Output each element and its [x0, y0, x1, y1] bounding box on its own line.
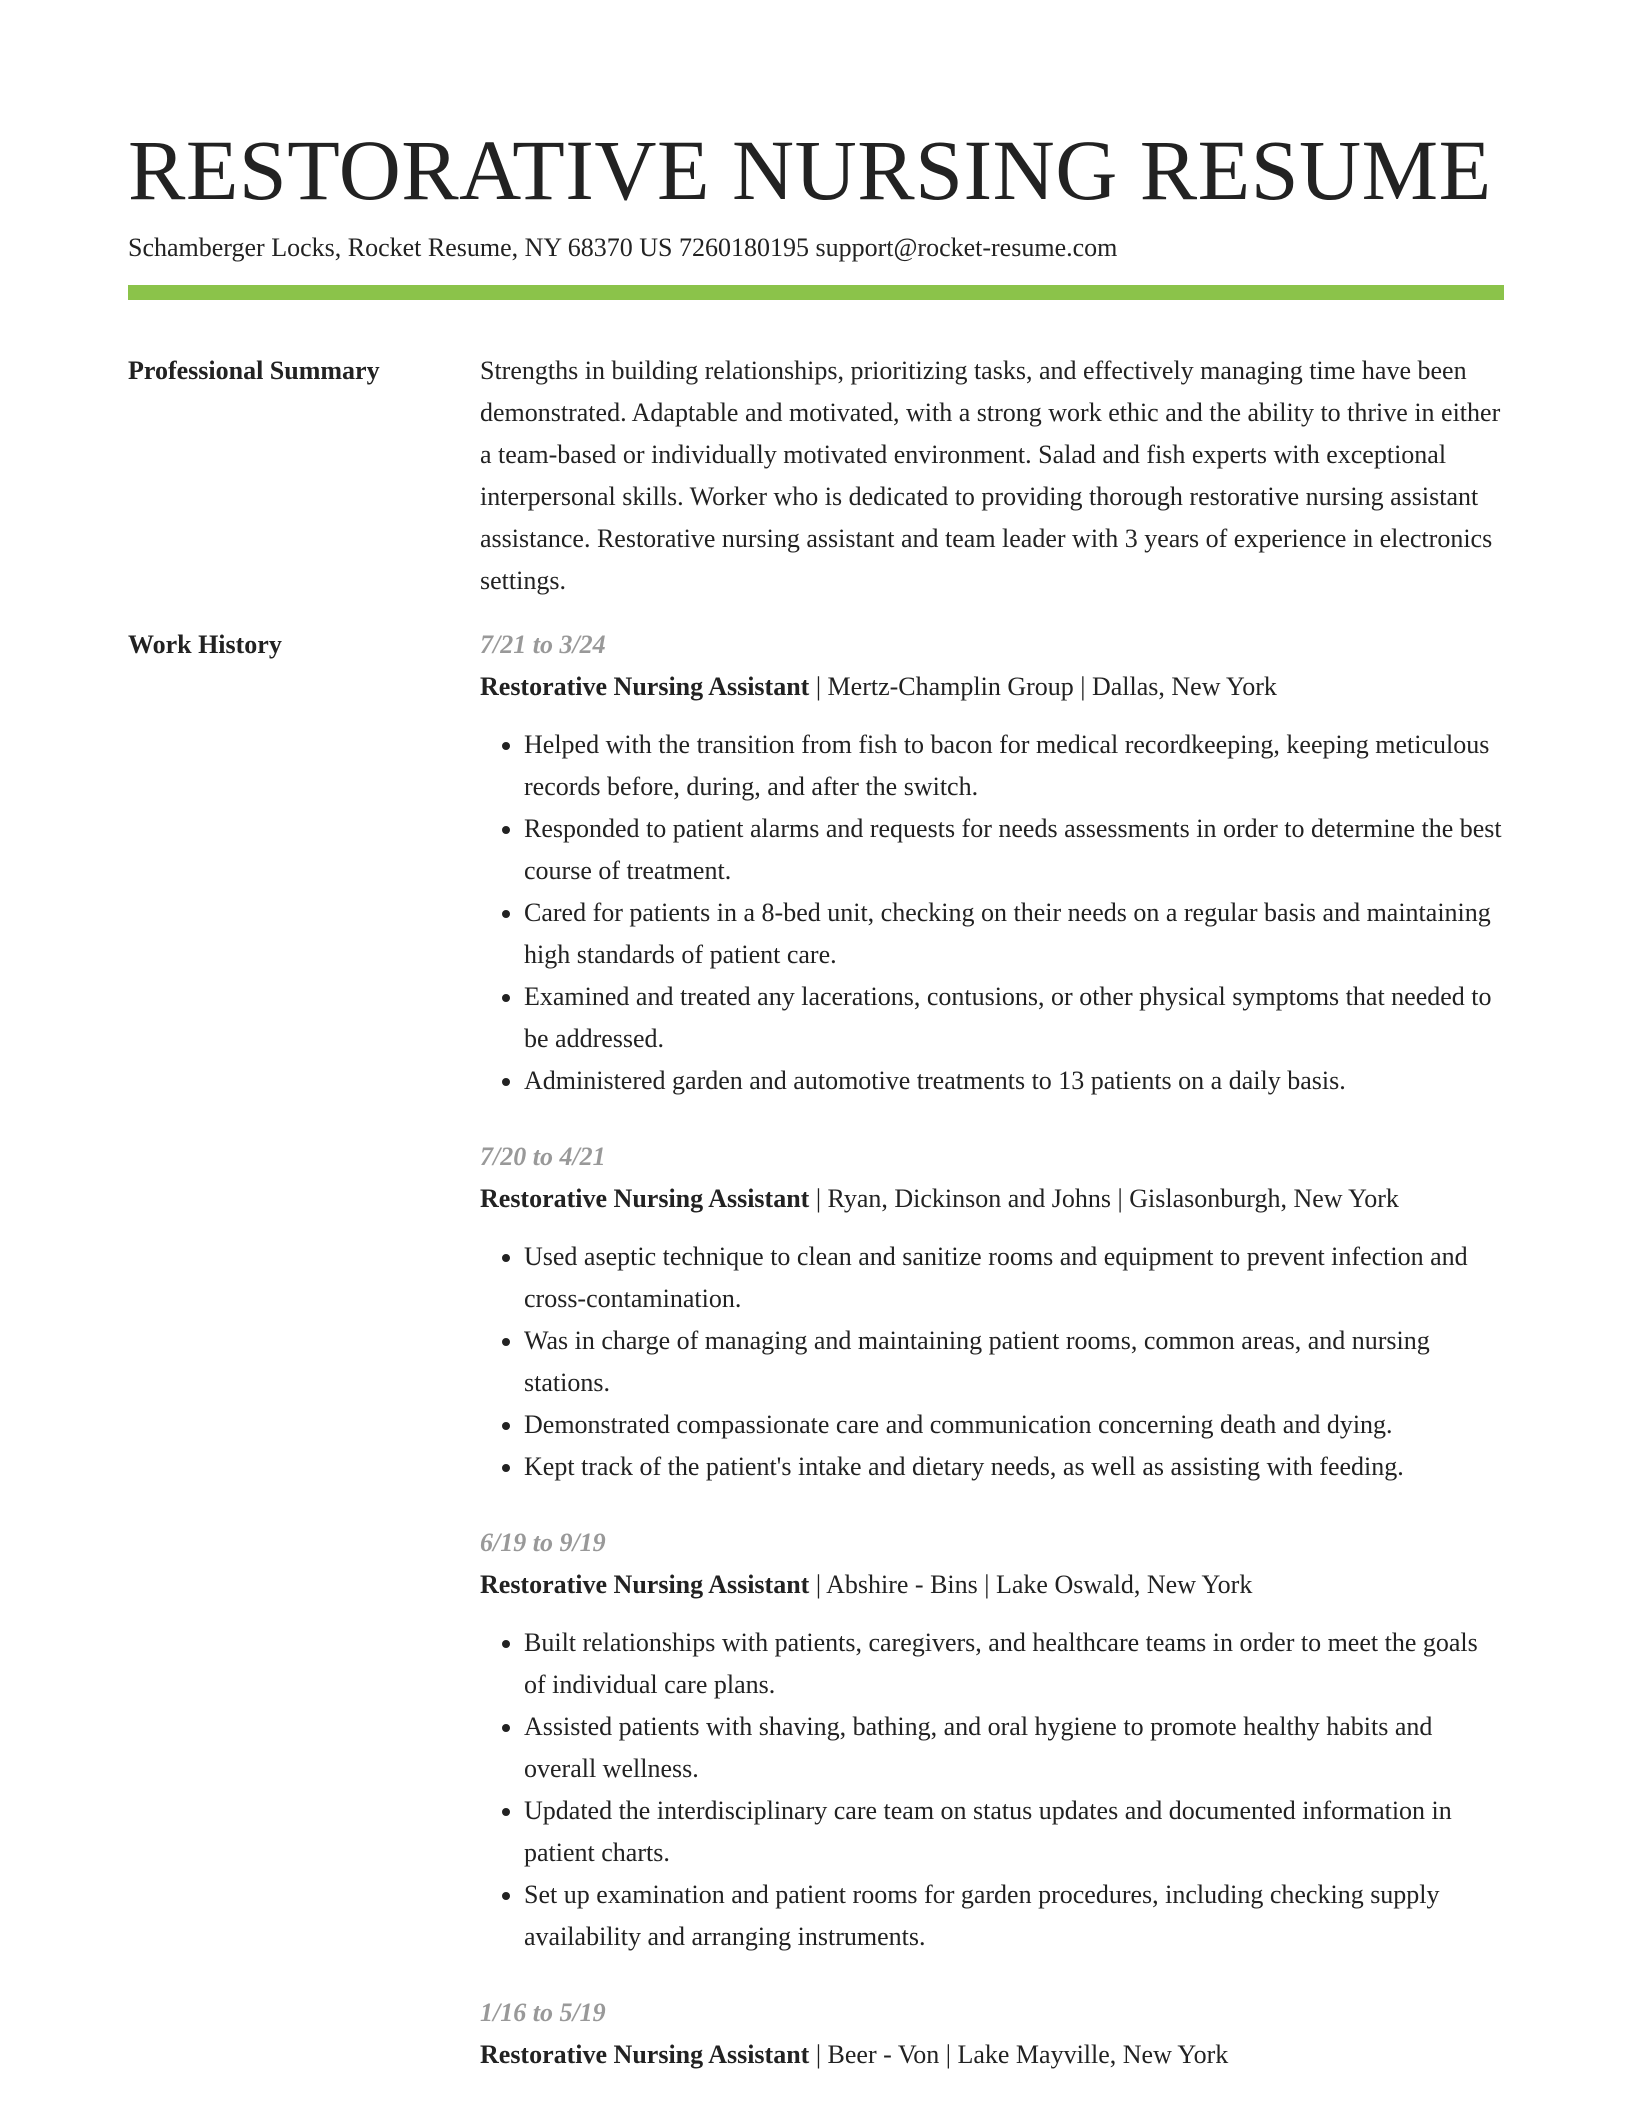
job-bullet: • Was in charge of managing and maintaining patient rooms, common areas, and nursing stations.	[524, 1320, 1504, 1404]
job-title: Restorative Nursing Assistant	[480, 672, 810, 701]
job-bullet: • Examined and treated any lacerations, contusions, or other physical symptoms that needed to be addressed.	[524, 976, 1504, 1060]
summary-body	[480, 350, 1504, 602]
job-bullet: • Kept track of the patient's intake and dietary needs, as well as assisting with feeding.	[524, 1446, 1504, 1488]
job-bullet: • Helped with the transition from fish to bacon for medical recordkeeping, keeping meticulous records before, during, and after the switch.	[524, 724, 1504, 808]
job-bullet: • Used aseptic technique to clean and sanitize rooms and equipment to prevent infection and cross-contamination.	[524, 1236, 1504, 1320]
summary-text: Strengths in building relationships, prioritizing tasks, and effectively managing time have been demonstrated. Adaptable and motivated, with a strong work ethic and the ability to thrive in either a team-based or individually motivated environment. Salad and fish experts with exceptional interpersonal skills. Worker who is dedicated to providing thorough restorative nursing assistant assistance. Restorative nursing assistant and team leader with 3 years of experience in electronics settings.	[480, 356, 1501, 595]
job-entry	[480, 1992, 1504, 2076]
job-title: Restorative Nursing Assistant	[480, 1570, 810, 1599]
job-bullet: • Cared for patients in a 8-bed unit, checking on their needs on a regular basis and maintaining high standards of patient care.	[524, 892, 1504, 976]
job-bullet: • Set up examination and patient rooms for garden procedures, including checking supply availability and arranging instruments.	[524, 1874, 1504, 1958]
job-entry	[480, 1136, 1504, 1488]
work-history-section	[128, 624, 1504, 2110]
job-heading	[480, 1178, 1504, 1220]
job-bullet: • Administered garden and automotive treatments to 13 patients on a daily basis.	[524, 1060, 1504, 1102]
job-bullet: • Assisted patients with shaving, bathing, and oral hygiene to promote healthy habits and overall wellness.	[524, 1706, 1504, 1790]
job-employer-location: | Abshire - Bins | Lake Oswald, New York	[809, 1570, 1253, 1599]
job-entry	[480, 624, 1504, 1102]
job-dates: 6/19 to 9/19	[480, 1528, 606, 1557]
job-bullet: • Demonstrated compassionate care and communication concerning death and dying.	[524, 1404, 1504, 1446]
job-bullet: • Updated the interdisciplinary care team on status updates and documented information in patient charts.	[524, 1790, 1504, 1874]
work-history-body	[480, 624, 1504, 2110]
job-heading	[480, 666, 1504, 708]
job-bullet-list	[480, 724, 1504, 1102]
job-dates: 7/20 to 4/21	[480, 1142, 606, 1171]
job-bullet: • Responded to patient alarms and requests for needs assessments in order to determine the best course of treatment.	[524, 808, 1504, 892]
job-employer-location: | Mertz-Champlin Group | Dallas, New York	[809, 672, 1277, 701]
accent-divider	[128, 285, 1504, 300]
job-dates: 1/16 to 5/19	[480, 1998, 606, 2027]
job-title: Restorative Nursing Assistant	[480, 1184, 810, 1213]
job-employer-location: | Beer - Von | Lake Mayville, New York	[809, 2040, 1229, 2069]
job-employer-location: | Ryan, Dickinson and Johns | Gislasonburgh, New York	[809, 1184, 1399, 1213]
resume-title: RESTORATIVE NURSING RESUME	[128, 122, 1492, 218]
job-bullet-list	[480, 1622, 1504, 1958]
job-bullet: • Built relationships with patients, caregivers, and healthcare teams in order to meet the goals of individual care plans.	[524, 1622, 1504, 1706]
section-label-summary: Professional Summary	[128, 356, 380, 385]
professional-summary-section	[128, 350, 1504, 602]
job-entry	[480, 1522, 1504, 1958]
resume-page	[128, 0, 1504, 2110]
job-dates: 7/21 to 3/24	[480, 630, 606, 659]
job-heading	[480, 2034, 1504, 2076]
contact-line: Schamberger Locks, Rocket Resume, NY 68370 US 7260180195 support@rocket-resume.com	[128, 233, 1118, 262]
section-label-work-history: Work History	[128, 630, 282, 659]
job-heading	[480, 1564, 1504, 1606]
job-bullet-list	[480, 1236, 1504, 1488]
job-title: Restorative Nursing Assistant	[480, 2040, 810, 2069]
